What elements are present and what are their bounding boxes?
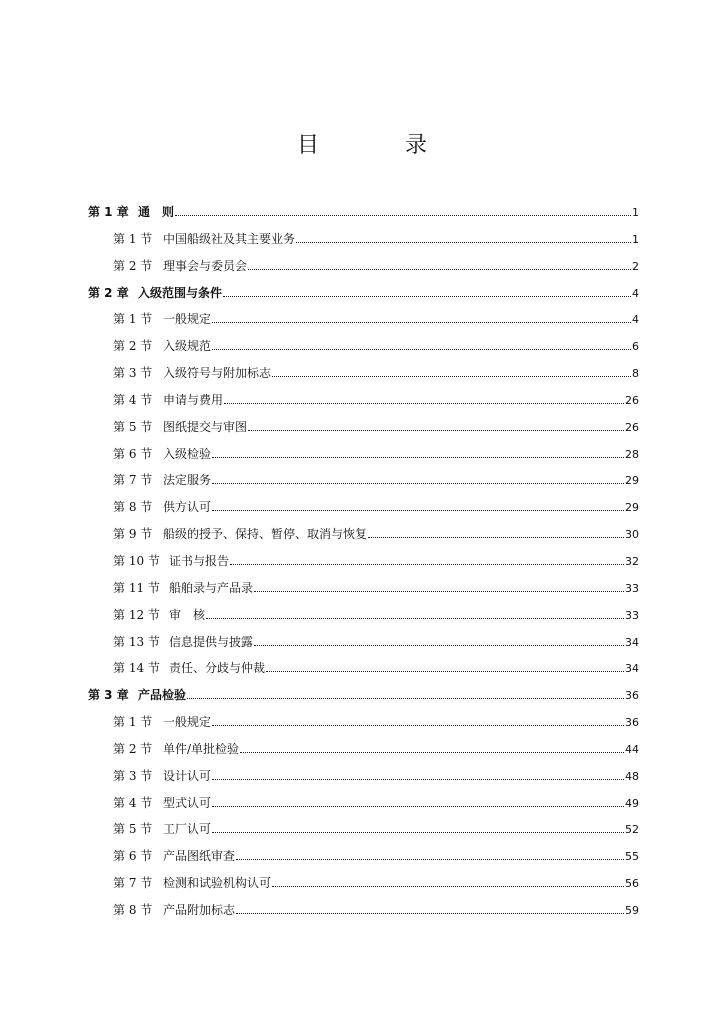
toc-section-entry[interactable] (88, 552, 639, 579)
toc-dot-leader (206, 609, 624, 619)
toc-dot-leader (212, 313, 631, 323)
toc-section-entry[interactable] (88, 418, 639, 445)
toc-page-number: 26 (625, 420, 639, 434)
toc-dot-leader (248, 421, 624, 431)
toc-entry-title: 信息提供与披露 (169, 634, 254, 649)
toc-page-number: 56 (625, 877, 639, 891)
toc-dot-leader (236, 904, 624, 914)
toc-entry-number: 第 3 节 (113, 366, 153, 381)
toc-entry-title: 审 核 (169, 607, 206, 622)
toc-section-entry[interactable] (88, 767, 639, 794)
toc-entry-title: 一般规定 (163, 715, 212, 730)
toc-entry-title: 产品附加标志 (163, 902, 236, 917)
toc-dot-leader (187, 689, 624, 699)
toc-page-number: 48 (625, 769, 639, 783)
toc-entry-title: 型式认可 (163, 795, 212, 810)
toc-dot-leader (254, 582, 624, 592)
toc-chapter-entry[interactable] (88, 284, 639, 311)
toc-dot-leader (240, 743, 624, 753)
toc-page-number: 34 (625, 635, 639, 649)
toc-entry-number: 第 6 节 (113, 849, 153, 864)
toc-chapter-entry[interactable] (88, 686, 639, 713)
toc-page-number: 1 (632, 232, 639, 246)
toc-page-number: 32 (625, 554, 639, 568)
toc-entry-number: 第 1 节 (113, 715, 153, 730)
toc-entry-title: 证书与报告 (169, 553, 230, 568)
toc-section-entry[interactable] (88, 820, 639, 847)
toc-page-number: 52 (625, 823, 639, 837)
toc-page-number: 34 (625, 662, 639, 676)
toc-section-entry[interactable] (88, 310, 639, 337)
toc-entry-title: 入级范围与条件 (138, 285, 223, 300)
toc-section-entry[interactable] (88, 874, 639, 901)
toc-entry-title: 产品图纸审查 (163, 849, 236, 864)
toc-section-entry[interactable] (88, 337, 639, 364)
toc-entry-number: 第 5 节 (113, 419, 153, 434)
toc-entry-title: 工厂认可 (163, 822, 212, 837)
toc-entry-number: 第 1 节 (113, 231, 153, 246)
toc-entry-number: 第 7 节 (113, 876, 153, 891)
toc-page-number: 29 (625, 474, 639, 488)
toc-dot-leader (212, 340, 631, 350)
toc-dot-leader (212, 716, 624, 726)
toc-entry-number: 第 14 节 (113, 661, 160, 676)
toc-page-number: 2 (632, 259, 639, 273)
toc-entry-title: 理事会与委员会 (163, 258, 248, 273)
toc-dot-leader (175, 206, 631, 216)
toc-entry-title: 法定服务 (163, 473, 212, 488)
toc-page-number: 36 (625, 716, 639, 730)
toc-dot-leader (212, 770, 624, 780)
toc-section-entry[interactable] (88, 498, 639, 525)
toc-section-entry[interactable] (88, 257, 639, 284)
page-title: 目 录 (296, 133, 459, 158)
toc-page-number: 49 (625, 796, 639, 810)
table-of-contents (88, 203, 639, 928)
toc-entry-title: 入级检验 (163, 446, 212, 461)
toc-dot-leader (212, 823, 624, 833)
toc-entry-number: 第 12 节 (113, 607, 160, 622)
toc-dot-leader (254, 636, 624, 646)
toc-entry-title: 责任、分歧与仲裁 (169, 661, 266, 676)
toc-dot-leader (236, 850, 624, 860)
toc-entry-number: 第 5 节 (113, 822, 153, 837)
toc-page-number: 36 (625, 689, 639, 703)
toc-dot-leader (212, 501, 624, 511)
toc-section-entry[interactable] (88, 579, 639, 606)
toc-entry-title: 一般规定 (163, 312, 212, 327)
toc-page-number: 1 (632, 206, 639, 219)
toc-page-number: 8 (632, 367, 639, 381)
toc-entry-title: 检测和试验机构认可 (163, 876, 272, 891)
toc-entry-number: 第 1 章 (88, 205, 129, 219)
toc-entry-number: 第 11 节 (113, 580, 160, 595)
toc-section-entry[interactable] (88, 606, 639, 633)
toc-section-entry[interactable] (88, 364, 639, 391)
toc-entry-number: 第 7 节 (113, 473, 153, 488)
toc-section-entry[interactable] (88, 794, 639, 821)
toc-entry-number: 第 2 章 (88, 285, 129, 300)
toc-entry-number: 第 3 章 (88, 688, 129, 703)
toc-entry-number: 第 9 节 (113, 527, 153, 542)
toc-dot-leader (272, 877, 624, 887)
toc-dot-leader (212, 448, 624, 458)
toc-page-number: 55 (625, 850, 639, 864)
toc-page-number: 59 (625, 903, 639, 917)
toc-entry-title: 单件/单批检验 (163, 741, 240, 756)
toc-page-number: 4 (632, 286, 639, 300)
toc-entry-title: 中国船级社及其主要业务 (163, 231, 296, 246)
toc-entry-title: 设计认可 (163, 768, 212, 783)
toc-entry-number: 第 13 节 (113, 634, 160, 649)
toc-entry-number: 第 3 节 (113, 768, 153, 783)
toc-entry-title: 图纸提交与审图 (163, 419, 248, 434)
toc-section-entry[interactable] (88, 901, 639, 928)
toc-dot-leader (230, 555, 624, 565)
toc-dot-leader (223, 287, 631, 297)
toc-dot-leader (248, 260, 631, 270)
toc-chapter-entry[interactable] (88, 203, 639, 230)
toc-page-number: 26 (625, 393, 639, 407)
toc-page-number: 28 (625, 447, 639, 461)
toc-section-entry[interactable] (88, 391, 639, 418)
toc-dot-leader (368, 528, 624, 538)
toc-dot-leader (212, 474, 624, 484)
toc-entry-number: 第 4 节 (113, 795, 153, 810)
toc-entry-number: 第 8 节 (113, 902, 153, 917)
toc-entry-title: 通 则 (138, 205, 175, 219)
toc-dot-leader (224, 394, 624, 404)
toc-entry-number: 第 8 节 (113, 500, 153, 515)
toc-entry-title: 入级符号与附加标志 (163, 366, 272, 381)
toc-page-number: 29 (625, 501, 639, 515)
toc-entry-title: 船舶录与产品录 (169, 580, 254, 595)
toc-entry-number: 第 2 节 (113, 258, 153, 273)
toc-entry-number: 第 2 节 (113, 741, 153, 756)
toc-dot-leader (212, 797, 624, 807)
toc-dot-leader (272, 367, 631, 377)
toc-section-entry[interactable] (88, 847, 639, 874)
toc-entry-number: 第 1 节 (113, 312, 153, 327)
toc-entry-number: 第 10 节 (113, 553, 160, 568)
toc-section-entry[interactable] (88, 525, 639, 552)
toc-section-entry[interactable] (88, 659, 639, 686)
toc-entry-number: 第 4 节 (113, 392, 153, 407)
toc-entry-title: 供方认可 (163, 500, 212, 515)
toc-entry-title: 产品检验 (138, 688, 187, 703)
toc-page-number: 33 (625, 581, 639, 595)
toc-section-entry[interactable] (88, 740, 639, 767)
toc-section-entry[interactable] (88, 633, 639, 660)
toc-dot-leader (266, 662, 624, 672)
toc-page-number: 4 (632, 313, 639, 327)
toc-entry-title: 申请与费用 (163, 392, 224, 407)
toc-page-number: 33 (625, 608, 639, 622)
toc-page-number: 6 (632, 340, 639, 354)
toc-page-number: 30 (625, 528, 639, 542)
toc-entry-title: 入级规范 (163, 339, 212, 354)
toc-section-entry[interactable] (88, 471, 639, 498)
toc-entry-number: 第 6 节 (113, 446, 153, 461)
toc-page-number: 44 (625, 742, 639, 756)
toc-section-entry[interactable] (88, 230, 639, 257)
toc-entry-title: 船级的授予、保持、暂停、取消与恢复 (163, 527, 368, 542)
toc-section-entry[interactable] (88, 713, 639, 740)
toc-entry-number: 第 2 节 (113, 339, 153, 354)
toc-section-entry[interactable] (88, 445, 639, 472)
toc-dot-leader (296, 233, 631, 243)
